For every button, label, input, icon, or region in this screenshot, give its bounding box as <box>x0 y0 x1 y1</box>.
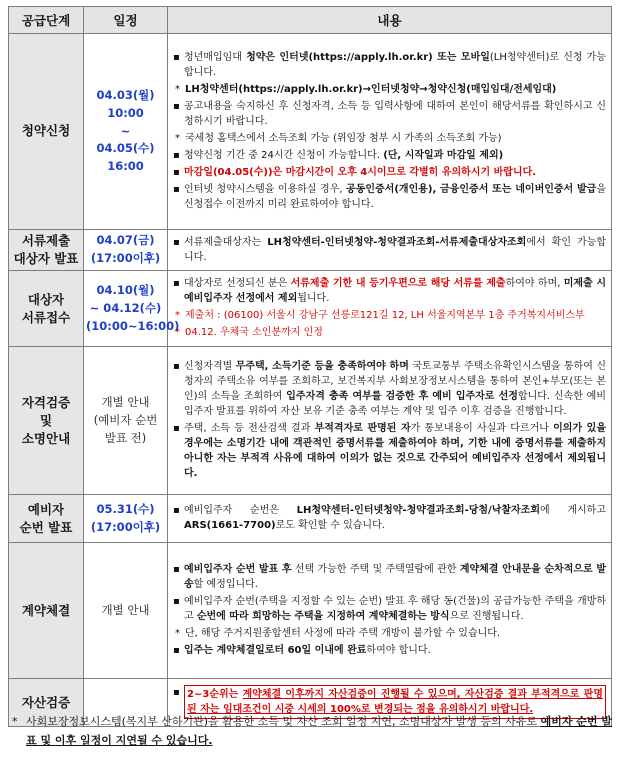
stage-line: 대상자 <box>27 291 65 307</box>
content-cell <box>168 495 612 543</box>
table-row-docs-submit <box>9 271 612 347</box>
stage-line: 서류접수 <box>21 309 71 325</box>
table-row-docs-announce <box>9 230 612 271</box>
date-line: 16:00 <box>107 159 144 174</box>
note-item: * 04.12. 우체국 소인분까지 인정 <box>171 325 606 340</box>
date-line: ~ 04.12(수) <box>89 300 162 315</box>
list-item: ▪ 예비입주자 순번 발표 후 선택 가능한 주택 및 주택열람에 관한 계약체결 안내문을 순차적으로 발송할 예정입니다. <box>171 562 606 592</box>
date-line: ~ <box>120 123 131 138</box>
stage-cell: 자산검증 <box>9 679 84 727</box>
list-item: ▪ 입주는 계약체결일로터 60일 이내에 완료하여야 합니다. <box>171 643 606 658</box>
note-item: * 제출처 : (06100) 서울시 강남구 선릉로121길 12, LH 서울지역본부 1층 주거복지서비스부 <box>171 308 606 323</box>
list-item: ▪ 주택, 소득 등 전산검색 결과 부적격자로 판명된 자가 통보내용이 사실과 다르거나 이의가 있을 경우에는 소명기간 내에 객관적인 증명서류를 제출하여야 하며, 기한 내에 증명서류를 제출하지 아니한 자는 부적격 사유에 대하여 이의가 없는 것으로 간주되어 예비입주자 선정에서 제외됩니다. <box>171 421 606 481</box>
date-line: 05.31(수) <box>96 501 155 516</box>
list-item: ▪ 마감일(04.05(수))은 마감시간이 오후 4시이므로 각별히 유의하시기 바랍니다. <box>171 165 606 180</box>
list-item: ▪ 2~3순위는 계약체결 이후까지 자산검증이 진행될 수 있으며, 자산검증 결과 부적격으로 판명된 자는 임대조건이 시중 시세의 100%로 변경되는 점을 유의하시기 바랍니다. <box>171 685 606 719</box>
content-cell <box>168 271 612 347</box>
date-line: (17:00이후) <box>90 251 161 266</box>
stage-cell: 청약신청 <box>9 34 84 230</box>
date-cell <box>84 271 180 347</box>
content-cell <box>168 230 612 271</box>
list-item: ▪ 예비입주자 순번(주택을 지정할 수 있는 순번) 발표 후 해당 동(건물)의 공급가능한 주택을 개방하고 순번에 따라 희망하는 주택을 지정하여 계약체결하는 방식으로 진행됩니다. <box>171 594 606 624</box>
stage-line: 서류제출 <box>21 233 71 248</box>
table-header-row <box>9 7 612 34</box>
note-item: * LH청약센터(https://apply.lh.or.kr)→인터넷청약→청약신청(매입임대/전세임대) <box>171 82 606 97</box>
note-item: * 단, 해당 주거지원종합센터 사정에 따라 주택 개방이 불가할 수 있습니다. <box>171 626 606 641</box>
list-item: ▪ 인터넷 청약시스템을 이용하실 경우, 공동인증서(개인용), 금융인증서 또는 네이버인증서 발급을 신청접수 이전까지 미리 완료하여야 합니다. <box>171 182 606 212</box>
stage-cell <box>9 347 84 495</box>
content-cell <box>168 543 612 679</box>
date-line: 04.10(월) <box>96 283 155 298</box>
date-line: (17:00이후) <box>90 519 161 534</box>
stage-line: 및 <box>39 412 53 428</box>
date-cell <box>84 230 168 271</box>
stage-cell <box>9 230 84 271</box>
date-cell: 개별 안내 <box>84 543 168 679</box>
date-line: 개별 안내 <box>101 395 150 410</box>
list-item: ▪ 서류제출대상자는 LH청약센터-인터넷청약-청약결과조회-서류제출대상자조회에서 확인 가능합니다. <box>171 235 606 265</box>
table-row-contract <box>9 543 612 679</box>
schedule-table-wrapper <box>8 6 611 727</box>
list-item: ▪ 공고내용을 숙지하신 후 신청자격, 소득 등 입력사항에 대하여 본인이 해당서류를 확인하시고 신청하시기 바랍니다. <box>171 99 606 129</box>
stage-line: 대상자 발표 <box>13 251 79 267</box>
date-line: 발표 전) <box>104 430 147 445</box>
date-line: 04.05(수) <box>96 141 155 156</box>
stage-cell <box>9 271 84 347</box>
header-schedule: 일정 <box>84 7 168 34</box>
stage-line: 순번 발표 <box>19 519 73 535</box>
footnote-text: 사회보장정보시스템(복지부 산하기관)을 활용한 소득 및 자산 조회 일정 지연, 소명대상자 발생 등의 사유로 예비자 순번 발표 및 이후 일정이 지연될 수 있습니다. <box>26 715 612 748</box>
stage-line: 예비자 <box>27 501 65 517</box>
table-row-apply <box>9 34 612 230</box>
content-cell <box>168 347 612 495</box>
list-item: ▪ 대상자로 선정되신 분은 서류제출 기한 내 등기우편으로 해당 서류를 제출하여야 하며, 미제출 시 예비입주자 선정에서 제외됩니다. <box>171 276 606 306</box>
date-line: 04.03(월) <box>96 87 155 102</box>
footnote <box>12 712 612 751</box>
date-line: (10:00~16:00) <box>86 318 180 333</box>
date-cell <box>84 347 168 495</box>
stage-line: 자격검증 <box>21 394 71 410</box>
list-item: ▪ 청약신청 기간 중 24시간 신청이 가능합니다. (단, 시작일과 마감일 제외) <box>171 148 606 163</box>
stage-line: 소명안내 <box>21 430 71 446</box>
stage-cell: 계약체결 <box>9 543 84 679</box>
table-row-reserve <box>9 495 612 543</box>
date-line: 10:00 <box>107 105 144 120</box>
supply-schedule-table <box>8 6 612 727</box>
note-item: * 국세청 홈택스에서 소득조회 가능 (위임장 첨부 시 가족의 소득조회 가능) <box>171 131 606 146</box>
date-line: 04.07(금) <box>96 233 155 248</box>
table-row-verify <box>9 347 612 495</box>
date-cell <box>84 34 168 230</box>
footnote-marker: * <box>12 715 18 728</box>
header-stage: 공급단계 <box>9 7 84 34</box>
date-line: (예비자 순번 <box>93 412 158 427</box>
header-content: 내용 <box>168 7 612 34</box>
list-item: ▪ 청년매입임대 청약은 인터넷(https://apply.lh.or.kr) 또는 모바일(LH청약센터)로 신청 가능합니다. <box>171 50 606 80</box>
list-item: ▪ 신청자격별 무주택, 소득기준 등을 충족하여야 하며 국토교통부 주택소유확인시스템을 통하여 신청자의 주택소유 여부를 조회하고, 보건복지부 사회보장정보시스템을 통하여 본인+부모(또는 본인)의 소득을 조회하여 입주자격 충족 여부를 검증한 후 예비 입주자로 선정합니다. 신속한 예비 입주자 발표를 위하여 자산 보유 기준 충족 여부는 계약 및 입주 이후 검증을 진행합니다. <box>171 359 606 419</box>
stage-cell <box>9 495 84 543</box>
date-cell <box>84 495 168 543</box>
content-cell <box>168 34 612 230</box>
list-item: ▪ 예비입주자 순번은 LH청약센터-인터넷청약-청약결과조회-당첨/낙찰자조회에 게시하고 ARS(1661-7700)로도 확인할 수 있습니다. <box>171 503 606 533</box>
